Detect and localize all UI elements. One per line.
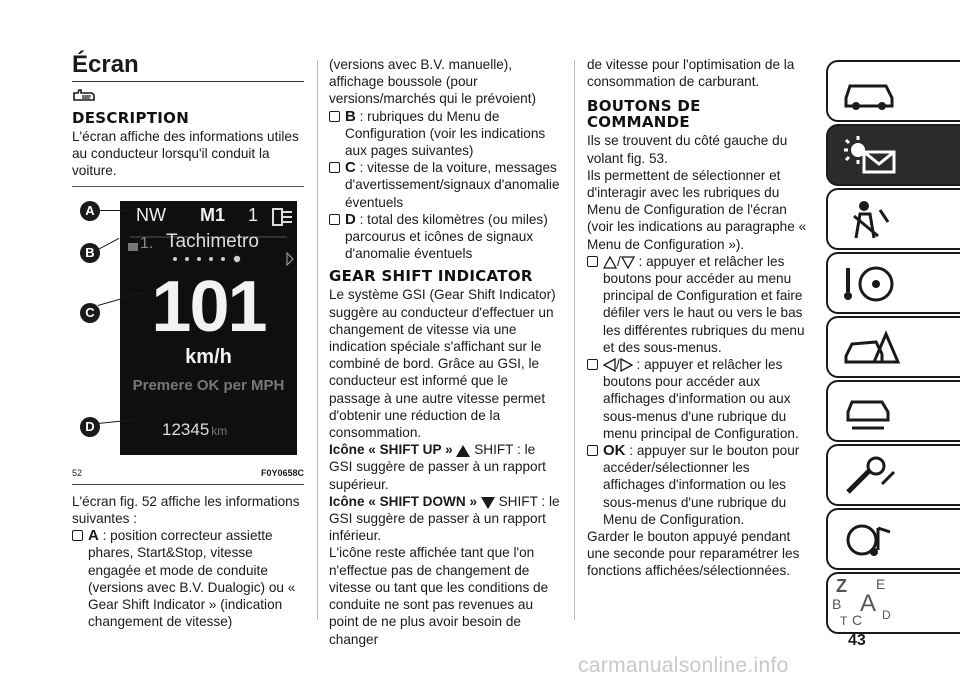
index-letter-e: E — [876, 576, 886, 592]
triangle-up-outline-icon — [603, 256, 617, 269]
item-text: : appuyer et relâcher les boutons pour accéder au menu principal de Configuration et faire défiler vers le haut ou vers le bas les différentes rubriques du menu et des sous-menus. — [603, 253, 805, 355]
row-b-label: Tachimetro — [166, 230, 259, 252]
column-1 — [72, 52, 304, 630]
slash: / — [617, 253, 621, 269]
triangle-right-outline-icon — [620, 358, 633, 372]
speed-value: 101 — [151, 266, 266, 347]
column-divider — [317, 60, 318, 620]
page-title: Écran — [72, 51, 139, 78]
fig-description: L'écran fig. 52 affiche les informations suivantes : — [72, 493, 300, 527]
item-text: : vitesse de la voiture, messages d'avertissement/signaux d'anomalie éventuels — [345, 160, 560, 210]
shift-down-text: : le GSI suggère de passer à un rapport inférieur. — [329, 493, 560, 544]
shift-up-para — [329, 441, 561, 493]
bullet-square-icon — [329, 162, 340, 173]
bullet-square-icon — [587, 359, 598, 370]
section-title-gsi: GEAR SHIFT INDICATOR — [329, 267, 533, 286]
item-text: : appuyer et relâcher les boutons pour accéder aux affichages d'information ou aux sous-menus d'une rubrique du menu principal de Configuration. — [603, 357, 799, 441]
hand-icon — [72, 88, 304, 104]
tab-car-overview[interactable] — [826, 60, 960, 122]
shift-down-para — [329, 493, 561, 545]
caption-rule — [72, 484, 304, 485]
cluster-figure — [72, 193, 304, 465]
tab-technical-data[interactable] — [826, 444, 960, 506]
list-item-leftright — [587, 356, 815, 442]
shift-up-heading: Icône « SHIFT UP » — [329, 442, 453, 458]
odometer-unit: km — [211, 423, 228, 438]
shift-up-icon — [456, 445, 470, 457]
callout-a: A — [80, 201, 100, 221]
list-item-b — [329, 108, 561, 160]
watermark: carmanualsonline.info — [578, 654, 789, 677]
item-key: A — [88, 527, 99, 545]
instrument-cluster-display — [120, 201, 297, 455]
bullet-square-icon — [587, 445, 598, 456]
index-letter-z: Z — [836, 576, 847, 596]
callout-a-line — [98, 210, 128, 211]
para-2: Ils permettent de sélectionner et d'interagir avec les rubriques du Menu de Configuration de l'écran (voir les indications au paragraphe « Menu de Configuration »). — [587, 167, 807, 252]
list-item-updown — [587, 253, 815, 356]
index-letter-t: T — [840, 614, 848, 628]
item-text: : position correcteur assiette phares, Start&Stop, vitesse engagée et mode de conduite (versions avec B.V. Dualogic) ou « Gear Shift Indicator » (indication changement de vitesse) — [88, 528, 296, 630]
warning-light-icon — [842, 134, 902, 178]
intro-text: L'écran affiche des informations utiles au conducteur lorsqu'il conduit la voiture. — [72, 129, 299, 179]
seatbelt-icon — [842, 198, 902, 242]
speed-unit: km/h — [185, 345, 232, 368]
item-key: C — [345, 159, 356, 177]
index-letter-d: D — [882, 608, 891, 622]
item-text: : rubriques du Menu de Configuration (voir les indications aux pages suivantes) — [345, 108, 546, 159]
bullet-square-icon — [587, 256, 598, 267]
car-icon — [840, 72, 900, 112]
callout-b-line — [98, 237, 120, 249]
list-item-a — [72, 527, 304, 630]
row-a-left: NW — [136, 204, 166, 225]
tab-emergency[interactable] — [826, 316, 960, 378]
section-title-description: DESCRIPTION — [72, 109, 190, 127]
item-key: B — [345, 107, 356, 125]
tab-dashboard[interactable] — [826, 124, 960, 186]
triangle-left-outline-icon — [603, 358, 616, 372]
para-last: Garder le bouton appuyé pendant une seconde pour reparamétrer les fonctions affichées/sélectionnées. — [587, 529, 800, 579]
index-letter-b: B — [832, 596, 842, 612]
tab-starting-driving[interactable] — [826, 252, 960, 314]
caption-number: 52 — [72, 467, 83, 478]
callout-c: C — [80, 303, 100, 323]
callout-d: D — [80, 417, 100, 437]
item-text: : total des kilomètres (ou miles) parcourus et icônes de signaux d'anomalie éventuels — [345, 211, 548, 262]
odometer-block — [162, 421, 227, 440]
triangle-down-outline-icon — [621, 256, 635, 269]
column-divider — [574, 60, 575, 620]
section-title-line-2: COMMANDE — [587, 113, 690, 132]
figure-caption — [72, 465, 304, 482]
bullet-square-icon — [72, 530, 83, 541]
row-a-mid: M1 — [200, 204, 226, 225]
title-rule — [72, 81, 304, 82]
bullet-square-icon — [329, 214, 340, 225]
last-text: L'icône reste affichée tant que l'on n'effectue pas de changement de vitesse ou tant que les conditions de conduite ne sont pas revenues au point de ne plus avoir besoin de changer — [329, 545, 549, 647]
section-title-boutons — [587, 98, 815, 130]
callout-b: B — [80, 243, 100, 263]
item-text: : appuyer sur le bouton pour accéder/sélectionner les affichages d'information ou les sous-menus d'une rubrique du Menu de Configuration. — [603, 443, 800, 527]
divider — [72, 186, 304, 187]
car-lift-icon — [842, 390, 902, 434]
crashed-car-icon — [842, 326, 902, 370]
caption-code: F0Y0658C — [260, 467, 304, 478]
continued-text: (versions avec B.V. manuelle), affichage boussole (pour versions/marchés qui le prévoient) — [329, 57, 537, 107]
list-item-c — [329, 159, 561, 211]
continued-text: de vitesse pour l'optimisation de la consommation de carburant. — [587, 57, 795, 90]
list-item-ok — [587, 442, 815, 528]
section-title-line-1: BOUTONS DE — [587, 97, 701, 116]
shift-down-icon — [481, 497, 495, 509]
shift-down-heading: Icône « SHIFT DOWN » — [329, 493, 478, 509]
gsi-text: Le système GSI (Gear Shift Indicator) suggère au conducteur d'effectuer un changement de vitesse via une indication spéciale s'affichant sur le combiné de bord. Grâce au GSI, le conducteur est informé que le passage à une autre vitesse permet d'obtenir une réduction de la consommation. — [329, 287, 556, 441]
page-number: 43 — [848, 632, 866, 649]
row-a-right: 1 — [248, 204, 259, 225]
index-letter-a: A — [860, 590, 877, 617]
tab-maintenance[interactable] — [826, 380, 960, 442]
shift-up-label: SHIFT — [470, 442, 514, 458]
index-letter-c: C — [852, 612, 863, 628]
shift-up-text: : le GSI suggère de passer à un rapport supérieur. — [329, 442, 546, 492]
tab-index[interactable] — [826, 572, 960, 634]
column-2 — [329, 56, 561, 648]
list-item-d — [329, 211, 561, 263]
item-key: OK — [603, 442, 626, 460]
steering-wheel-icon — [842, 262, 902, 306]
column-3 — [587, 56, 815, 580]
item-key: D — [345, 210, 356, 228]
wrench-icon — [842, 454, 902, 498]
message-text: Premere OK per MPH — [132, 376, 285, 394]
odometer-value: 12345 — [162, 419, 210, 439]
music-note-icon — [842, 518, 902, 562]
row-b-num: 1. — [140, 234, 154, 252]
tab-safety[interactable] — [826, 188, 960, 250]
bullet-square-icon — [329, 111, 340, 122]
shift-down-label: SHIFT — [494, 493, 538, 509]
tab-multimedia[interactable] — [826, 508, 960, 570]
slash: / — [616, 357, 620, 373]
para-1: Ils se trouvent du côté gauche du volant fig. 53. — [587, 133, 788, 166]
